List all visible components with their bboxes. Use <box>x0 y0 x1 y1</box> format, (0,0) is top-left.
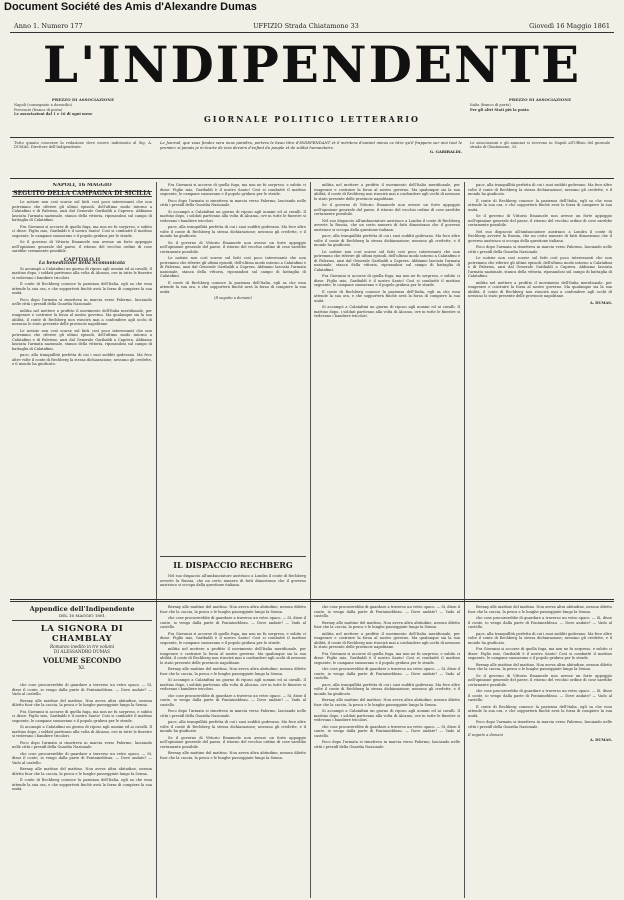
section-rule <box>10 178 614 179</box>
article-paragraph: Fra Giovanni si accorse di quella fuga, ma non ne fu sorpreso, e subito ci disse: Figlio mio, Garibaldi è il nostro Santo! Così si combattè il mattino seguente, le campane suonavano e il popolo gridava per le strade. <box>314 274 460 287</box>
novel-title: LA SIGNORA DI CHAMBLAY <box>40 624 124 644</box>
novel-paragraph: Se il governo di Vittorio Emanuele non avesse un forte appoggio nell'opinione generale del paese, il ritorno del vecchio ordine di cose sarebbe certamente possibile. <box>468 673 612 687</box>
novel-paragraph: pace, alla tranquillità perfetta di cui i suoi sudditi godevano. Ma fece altre volte il conte di Rechberg la stessa dichiarazione; nessuno gli credette, e il mondo ha giudicato. <box>314 682 460 696</box>
article-paragraph: Si accampò a Calatafimi un giorno di riposo agli uomini ed ai cavalli. Il mattino dopo, i soldati partivano alla volta di Alcamo, ove in tutte le finestre si vedevano i bandiere tricolori. <box>314 305 460 318</box>
novel-paragraph: Poco dopo l'armata si rimetteva in marcia verso Palermo, lasciando nelle città i presidî della Guardia Nazionale. <box>160 709 306 718</box>
article-paragraph: Il conte di Rechberg conosce la pazienza dell'Italia, egli sa che essa attende la sua ora, e che sopporterà finchè avrà la forza di compiere la sua unità. <box>12 282 152 295</box>
article-paragraph: Si accampò a Calatafimi un giorno di riposo agli uomini ed ai cavalli. Il mattino dopo, i soldati partivano alla volta di Alcamo, ove in tutte le finestre si vedevano i bandiere tricolori. <box>12 266 152 280</box>
novel-column-1 <box>12 683 152 893</box>
novel-paragraph: che cose procurerebbe di guardare a traverso un vetro opaco. — Sì, disse il conte, io vengo dalla parte di Fontainebleau. — Dove andate? — Vado al castello. <box>160 616 306 629</box>
novel-paragraph: Fra Giovanni si accorse di quella fuga, ma non ne fu sorpreso, e subito ci disse: Figlio mio, Garibaldi è il nostro Santo! Così si combattè il mattino seguente, le campane suonavano e il popolo gridava per le strade. <box>160 631 306 645</box>
novel-column-3 <box>314 605 460 893</box>
novel-paragraph: che cose procurerebbe di guardare a traverso un vetro opaco. — Sì, disse il conte, io vengo dalla parte di Fontainebleau. — Dove andate? — Vado al castello. <box>314 724 460 738</box>
volume-label: VOLUME SECONDO <box>42 656 122 665</box>
article-paragraph: Il conte di Rechberg conosce la pazienza dell'Italia, egli sa che essa attende la sua ora, e che sopporterà finchè avrà la forza di compiere la sua unità. <box>314 289 460 303</box>
article-paragraph: Se il governo di Vittorio Emanuele non avesse un forte appoggio nell'opinione generale del paese, il ritorno del vecchio ordine di cose sarebbe certamente possibile. <box>160 240 306 254</box>
appendix-date: DEL 16 MAGGIO 1861 <box>12 613 152 621</box>
subscription-left-heading: PREZZO DI ASSOCIAZIONE <box>51 97 115 102</box>
article-paragraph: pace, alla tranquillità perfetta di cui i suoi sudditi godevano. Ma fece altre volte il conte di Rechberg la stessa dichiarazione; nessuno gli credette, e il mondo ha giudicato. <box>468 183 612 196</box>
article-paragraph: Nel suo dispaccio all'ambasciatore austriaco a Londra il conte di Rechberg avverte la Russia, che un certo numero di fatti dimostrano che il governo austriaco si occupa della questione italiana. <box>160 574 306 587</box>
dateline <box>14 22 610 30</box>
article-paragraph: Nel suo dispaccio all'ambasciatore austriaco a Londra il conte di Rechberg avverte la Russia, che un certo numero di fatti dimostrano che il governo austriaco si occupa della questione italiana. <box>468 229 612 243</box>
novel-paragraph: che cose procurerebbe di guardare a traverso un vetro opaco. — Sì, disse il conte, io vengo dalla parte di Fontainebleau. — Dove andate? — Vado al castello. <box>314 605 460 618</box>
issue-number: Anno 1. Numero 177 <box>14 22 83 30</box>
article-paragraph: Si accampò a Calatafimi un giorno di riposo agli uomini ed ai cavalli. Il mattino dopo, i soldati partivano alla volta di Alcamo, ove in tutte le finestre si vedevano i bandiere tricolori. <box>160 209 306 223</box>
subscription-right <box>470 98 610 112</box>
appendix-header <box>12 605 152 671</box>
top-rule <box>10 32 614 33</box>
article-paragraph: pace, alla tranquillità perfetta di cui i suoi sudditi godevano. Ma fece altre volte il conte di Rechberg la stessa dichiarazione; nessuno gli credette, e il mondo ha giudicato. <box>160 225 306 238</box>
novel-signature: A. DUMAS. <box>589 737 612 742</box>
novel-column-4 <box>468 605 612 893</box>
subscription-left-line: Provincie (franco di posta) <box>14 107 63 112</box>
column-2 <box>160 183 306 553</box>
appendix-rule <box>10 599 614 602</box>
article-paragraph: Il conte di Rechberg conosce la pazienza dell'Italia, egli sa che essa attende la sua ora, e che sopporterà finchè avrà la forza di compiere la sua unità. <box>468 198 612 212</box>
article-paragraph: Le notizie non così scarse sul fatti così poco interessanti che non potremmo che riferire gli ultimi episodi, dell'ultimo modo intorno a Calatafimi e di Palermo, anzi dal Generale Garibaldi a Caprera. Abbiamo lasciata l'armata nazionale, stanca della vittoria, riposandosi sul campo di battaglia di Calatafimi. <box>12 328 152 351</box>
article-paragraph: Le notizie non così scarse sul fatti così poco interessanti che non potremmo che riferire gli ultimi episodi, dell'ultimo modo intorno a Calatafimi e di Palermo, anzi dal Generale Garibaldi a Caprera. Abbiamo lasciata l'armata nazionale, stanca della vittoria, riposandosi sul campo di battaglia di Calatafimi. <box>468 256 612 278</box>
column-divider <box>464 182 465 898</box>
novel-paragraph: Bernay alle mattine del mattino. Non aveva altra abitudine, nessun diletto fuor che la caccia, la pesca e le lunghe passeggiate lungo la Senna. <box>468 605 612 614</box>
novel-paragraph: Bernay alle mattine del mattino. Non aveva altra abitudine, nessun diletto fuor che la caccia, la pesca e le lunghe passeggiate lungo la Senna. <box>314 620 460 629</box>
article-paragraph: Le notizie non così scarse sul fatti così poco interessanti che non potremmo che riferire gli ultimi episodi, dell'ultimo modo intorno a Calatafimi e di Palermo, anzi dal Generale Garibaldi a Caprera. Abbiamo lasciata l'armata nazionale, stanca della vittoria, riposandosi sul campo di battaglia di Calatafimi. <box>160 256 306 278</box>
article-paragraph: Fra Giovanni si accorse di quella fuga, ma non ne fu sorpreso, e subito ci disse: Figlio mio, Garibaldi è il nostro Santo! Così si combattè il mattino seguente, le campane suonavano e il popolo gridava per le strade. <box>160 183 306 196</box>
subscription-left-line: Napoli (consegnato a domicilio) <box>14 103 72 108</box>
novel-paragraph: Si accampò a Calatafimi un giorno di riposo agli uomini ed ai cavalli. Il mattino dopo, i soldati partivano alla volta di Alcamo, ove in tutte le finestre si vedevano i bandiere tricolori. <box>12 725 152 738</box>
novel-paragraph: Fra Giovanni si accorse di quella fuga, ma non ne fu sorpreso, e subito ci disse: Figlio mio, Garibaldi è il nostro Santo! Così si combattè il mattino seguente, le campane suonavano e il popolo gridava per le strade. <box>314 651 460 665</box>
novel-paragraph: Poco dopo l'armata si rimetteva in marcia verso Palermo, lasciando nelle città i presidî della Guardia Nazionale. <box>314 740 460 749</box>
chapter-number: XI. <box>78 665 86 671</box>
notice-right: Le associazioni e gli annunzi si ricevono in Napoli all'Uffizio del giornale strada di Chiatamone, 33. <box>470 141 610 150</box>
article-paragraph: Se il governo di Vittorio Emanuele non avesse un forte appoggio nell'opinione generale del paese, il ritorno del vecchio ordine di cose sarebbe certamente possibile. <box>468 214 612 227</box>
novel-paragraph: Fra Giovanni si accorse di quella fuga, ma non ne fu sorpreso, e subito ci disse: Figlio mio, Garibaldi è il nostro Santo! Così si combattè il mattino seguente, le campane suonavano e il popolo gridava per le strade. <box>12 709 152 723</box>
article-signature: A. DUMAS. <box>589 300 612 305</box>
article-paragraph: Poco dopo l'armata si rimetteva in marcia verso Palermo, lasciando nelle città i presidî della Guardia Nazionale. <box>12 297 152 306</box>
novel-paragraph: Bernay alle mattine del mattino. Non aveva altra abitudine, nessun diletto fuor che la caccia, la pesca e le lunghe passeggiate lungo la Senna. <box>160 605 306 614</box>
novel-paragraph: pace, alla tranquillità perfetta di cui i suoi sudditi godevano. Ma fece altre volte il conte di Rechberg la stessa dichiarazione; nessuno gli credette, e il mondo ha giudicato. <box>160 720 306 733</box>
newspaper-masthead: L'INDIPENDENTE <box>42 35 582 94</box>
novel-paragraph: Fra Giovanni si accorse di quella fuga, ma non ne fu sorpreso, e subito ci disse: Figlio mio, Garibaldi è il nostro Santo! Così si combattè il mattino seguente, le campane suonavano e il popolo gridava per le strade. <box>468 647 612 660</box>
continued-note: Il seguito a domani <box>468 733 503 737</box>
article-paragraph: Poco dopo l'armata si rimetteva in marcia verso Palermo, lasciando nelle città i presidî della Guardia Nazionale. <box>160 198 306 207</box>
dispatch-headline: IL DISPACCIO RECHBERG <box>160 556 306 570</box>
article-paragraph: Nel suo dispaccio all'ambasciatore austriaco a Londra il conte di Rechberg avverte la Russia, che un certo numero di fatti dimostrano che il governo austriaco si occupa della questione italiana. <box>314 218 460 232</box>
article-paragraph: Le notizie non così scarse sul fatti così poco interessanti che non potremmo che riferire gli ultimi episodi, dell'ultimo modo intorno a Calatafimi e di Palermo, anzi dal Generale Garibaldi a Caprera. Abbiamo lasciata l'armata nazionale, stanca della vittoria, riposandosi sul campo di battaglia di Calatafimi. <box>12 200 152 222</box>
novel-paragraph: pace, alla tranquillità perfetta di cui i suoi sudditi godevano. Ma fece altre volte il conte di Rechberg la stessa dichiarazione; nessuno gli credette, e il mondo ha giudicato. <box>468 631 612 645</box>
column-divider <box>310 182 311 898</box>
article-paragraph: Le notizie non così scarse sul fatti così poco interessanti che non potremmo che riferire gli ultimi episodi, dell'ultimo modo intorno a Calatafimi e di Palermo, anzi dal Generale Garibaldi a Caprera. Abbiamo lasciata l'armata nazionale, stanca della vittoria, riposandosi sul campo di battaglia di Calatafimi. <box>314 249 460 272</box>
banner-quote-text: Le Journal, que vous fondez sera nous paraîtra, portera le beau titre d'INDEPENDANT et il méritera d'autant mieux ce titre qu'il frappera sur moi tout le premier, si jamais je m'écarte de mes devoirs d'enfant du peuple et de soldat humanitaire. <box>160 140 462 150</box>
column-4 <box>468 183 612 595</box>
article-paragraph: militia nel mettere a profitto il movimento dell'Italia meridionale, per esagerare e costruire la forza al nostro governo. Ma qualunque sia la sua abilità, il conte di Rechberg non riuscirà mai a confondere agli occhi di nessuno lo stato presente delle provincie napolitane. <box>468 280 612 298</box>
novel-paragraph: Si accampò a Calatafimi un giorno di riposo agli uomini ed ai cavalli. Il mattino dopo, i soldati partivano alla volta di Alcamo, ove in tutte le finestre si vedevano i bandiere tricolori. <box>160 678 306 691</box>
article-paragraph: militia nel mettere a profitto il movimento dell'Italia meridionale, per esagerare e costruire la forza al nostro governo. Ma qualunque sia la sua abilità, il conte di Rechberg non riuscirà mai a confondere agli occhi di nessuno lo stato presente delle provincie napolitane. <box>12 308 152 326</box>
appendix-title: Appendice dell'Indipendente <box>29 605 135 613</box>
napoli-date: NAPOLI, 16 MAGGIO <box>52 183 112 188</box>
banner-signature: G. GARIBALDI. <box>429 149 462 155</box>
novel-paragraph: Bernay alle mattine del mattino. Non aveva altra abitudine, nessun diletto fuor che la caccia, la pesca e le lunghe passeggiate lungo la Senna. <box>468 662 612 671</box>
novel-paragraph: che cose procurerebbe di guardare a traverso un vetro opaco. — Sì, disse il conte, io vengo dalla parte di Fontainebleau. — Dove andate? — Vado al castello. <box>160 693 306 707</box>
novel-paragraph: Bernay alle mattine del mattino. Non aveva altra abitudine, nessun diletto fuor che la caccia, la pesca e le lunghe passeggiate lungo la Senna. <box>12 767 152 776</box>
novel-paragraph: militia nel mettere a profitto il movimento dell'Italia meridionale, per esagerare e costruire la forza al nostro governo. Ma qualunque sia la sua abilità, il conte di Rechberg non riuscirà mai a confondere agli occhi di nessuno lo stato presente delle provincie napolitane. <box>314 631 460 649</box>
campaign-headline: SEGUITO DELLA CAMPAGNA DI SICILIA <box>13 189 151 197</box>
novel-paragraph: Si accampò a Calatafimi un giorno di riposo agli uomini ed ai cavalli. Il mattino dopo, i soldati partivano alla volta di Alcamo, ove in tutte le finestre si vedevano i bandiere tricolori. <box>314 709 460 722</box>
masthead-rule <box>10 137 614 138</box>
novel-paragraph: militia nel mettere a profitto il movimento dell'Italia meridionale, per esagerare e costruire la forza al nostro governo. Ma qualunque sia la sua abilità, il conte di Rechberg non riuscirà mai a confondere agli occhi di nessuno lo stato presente delle provincie napolitane. <box>160 647 306 665</box>
column-3 <box>314 183 460 595</box>
issue-date: Giovedì 16 Maggio 1861 <box>529 22 610 30</box>
novel-paragraph: Il conte di Rechberg conosce la pazienza dell'Italia, egli sa che essa attende la sua ora, e che sopporterà finchè avrà la forza di compiere la sua unità. <box>468 704 612 718</box>
column-1 <box>12 183 152 595</box>
novel-paragraph: Poco dopo l'armata si rimetteva in marcia verso Palermo, lasciando nelle città i presidî della Guardia Nazionale. <box>468 720 612 729</box>
column-divider <box>156 182 157 898</box>
subscription-left-line: Le associazioni dal 1 e 16 di ogni mese <box>14 112 93 117</box>
article-paragraph: pace, alla tranquillità perfetta di cui i suoi sudditi godevano. Ma fece altre volte il conte di Rechberg la stessa dichiarazione; nessuno gli credette, e il mondo ha giudicato. <box>314 234 460 247</box>
novel-paragraph: Bernay alle mattine del mattino. Non aveva altra abitudine, nessun diletto fuor che la caccia, la pesca e le lunghe passeggiate lungo la Senna. <box>314 698 460 707</box>
newspaper-subtitle: GIORNALE POLITICO LETTERARIO <box>203 114 421 124</box>
novel-paragraph: Se il governo di Vittorio Emanuele non avesse un forte appoggio nell'opinione generale del paese, il ritorno del vecchio ordine di cose sarebbe certamente possibile. <box>160 735 306 749</box>
novel-paragraph: Poco dopo l'armata si rimetteva in marcia verso Palermo, lasciando nelle città i presidî della Guardia Nazionale. <box>12 740 152 749</box>
novel-paragraph: che cose procurerebbe di guardare a traverso un vetro opaco. — Sì, disse il conte, io vengo dalla parte di Fontainebleau. — Dove andate? — Vado al castello. <box>468 616 612 629</box>
chapter-heading: CAPITOLO II <box>63 256 101 263</box>
article-paragraph: Il conte di Rechberg conosce la pazienza dell'Italia, egli sa che essa attende la sua ora, e che sopporterà finchè avrà la forza di compiere la sua unità. <box>160 280 306 294</box>
novel-paragraph: che cose procurerebbe di guardare a traverso un vetro opaco. — Sì, disse il conte, io vengo dalla parte di Fontainebleau. — Dove andate? — Vado al castello. <box>12 683 152 696</box>
article-paragraph: Se il governo di Vittorio Emanuele non avesse un forte appoggio nell'opinione generale del paese, il ritorno del vecchio ordine di cose sarebbe certamente possibile. <box>314 203 460 216</box>
novel-author: DI ALESSANDRO DUMAS <box>54 649 110 654</box>
article-paragraph: pace, alla tranquillità perfetta di cui i suoi sudditi godevano. Ma fece altre volte il conte di Rechberg la stessa dichiarazione; nessuno gli credette, e il mondo ha giudicato. <box>12 353 152 366</box>
subscription-right-line: Italia (franco di porto) <box>470 103 511 108</box>
novel-paragraph: che cose procurerebbe di guardare a traverso un vetro opaco. — Sì, disse il conte, io vengo dalla parte di Fontainebleau. — Dove andate? — Vado al castello. <box>468 689 612 702</box>
novel-paragraph: Bernay alle mattine del mattino. Non aveva altra abitudine, nessun diletto fuor che la caccia, la pesca e le lunghe passeggiate lungo la Senna. <box>160 751 306 760</box>
novel-paragraph: che cose procurerebbe di guardare a traverso un vetro opaco. — Sì, disse il conte, io vengo dalla parte di Fontainebleau. — Dove andate? — Vado al castello. <box>314 667 460 680</box>
subscription-right-heading: PREZZO DI ASSOCIAZIONE <box>508 97 572 102</box>
article-paragraph: militia nel mettere a profitto il movimento dell'Italia meridionale, per esagerare e costruire la forza al nostro governo. Ma qualunque sia la sua abilità, il conte di Rechberg non riuscirà mai a confondere agli occhi di nessuno lo stato presente delle provincie napolitane. <box>314 183 460 201</box>
article-paragraph: Se il governo di Vittorio Emanuele non avesse un forte appoggio nell'opinione generale del paese, il ritorno del vecchio ordine di cose sarebbe certamente possibile. <box>12 240 152 253</box>
novel-paragraph: che cose procurerebbe di guardare a traverso un vetro opaco. — Sì, disse il conte, io vengo dalla parte di Fontainebleau. — Dove andate? — Vado al castello. <box>12 751 152 765</box>
office-address: UFFIZIO Strada Chiatamone 33 <box>253 22 359 30</box>
garibaldi-quote <box>160 141 462 155</box>
notice-left: Tutto quanto concerne la redazione deve essere indirizzato al Sig. A. DUMAS, Direttore dell'Indipendente. <box>14 141 152 150</box>
subscription-right-line: Per gli altri Stati più la posta <box>470 107 529 112</box>
chapter-subheading: La benedizione della Scomunicata <box>38 261 126 266</box>
novel-paragraph: Bernay alle mattine del mattino. Non aveva altra abitudine, nessun diletto fuor che la caccia, la pesca e le lunghe passeggiate lungo la Senna. <box>160 667 306 676</box>
dispatch-article <box>160 574 306 594</box>
article-paragraph: Poco dopo l'armata si rimetteva in marcia verso Palermo, lasciando nelle città i presidî della Guardia Nazionale. <box>468 245 612 254</box>
to-be-continued: (Il seguito a domani) <box>214 296 252 300</box>
novel-paragraph: Bernay alle mattine del mattino. Non aveva altra abitudine, nessun diletto fuor che la caccia, la pesca e le lunghe passeggiate lungo la Senna. <box>12 698 152 707</box>
novel-paragraph: Il conte di Rechberg conosce la pazienza dell'Italia, egli sa che essa attende la sua ora, e che sopporterà finchè avrà la forza di compiere la sua unità. <box>12 778 152 791</box>
novel-column-2 <box>160 605 306 893</box>
article-paragraph: Fra Giovanni si accorse di quella fuga, ma non ne fu sorpreso, e subito ci disse: Figlio mio, Garibaldi è il nostro Santo! Così si combattè il mattino seguente, le campane suonavano e il popolo gridava per le strade. <box>12 224 152 238</box>
novel-subtitle: Romanzo inedito in tre volumi <box>49 644 115 649</box>
source-label: Document Société des Amis d'Alexandre Dumas <box>4 1 257 13</box>
